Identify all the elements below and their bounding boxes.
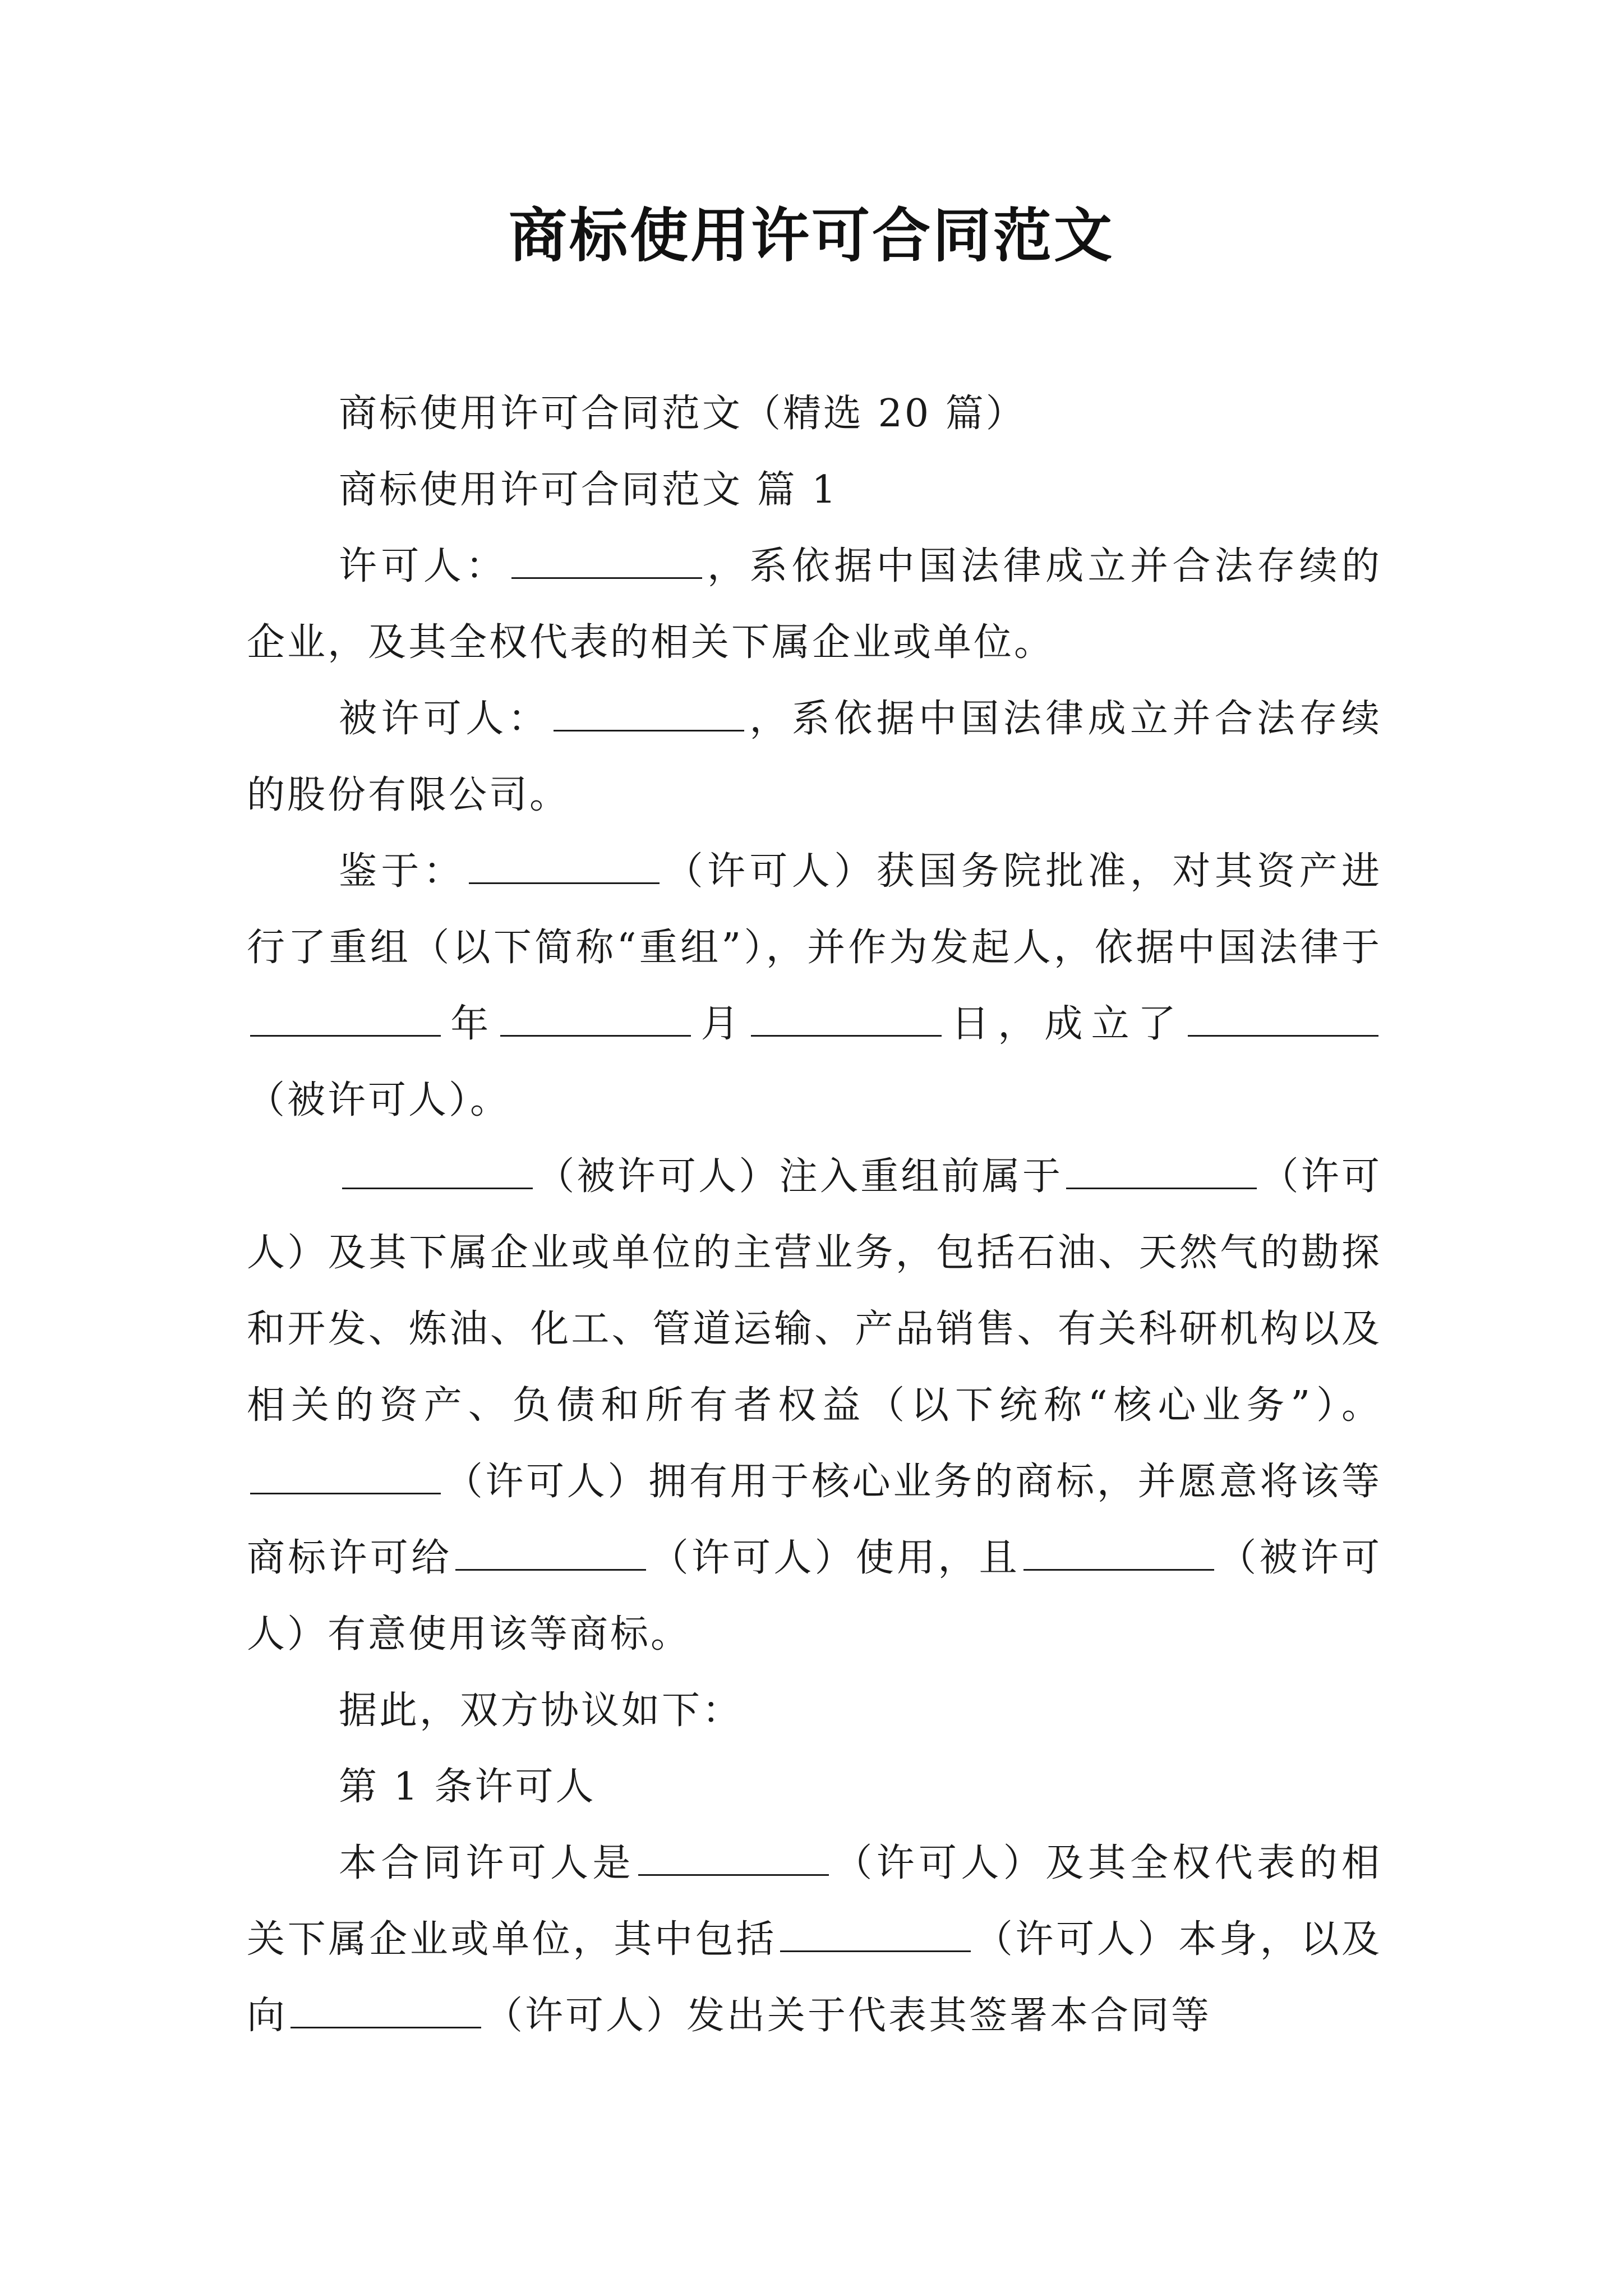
blank-line — [780, 1917, 971, 1952]
text-segment: （许可人）获国务院批准，对其资产进行了重组（以下简称“重组”），并作为发起人，依据中国法律于 — [247, 849, 1382, 970]
text-segment: 本合同许可人是 — [339, 1841, 635, 1885]
blank-line — [455, 1535, 646, 1571]
paragraph-subtitle: 商标使用许可合同范文（精选 20 篇） — [339, 392, 1026, 436]
text-segment: ，系依据中国法律成立并合法存续的企业，及其全权代表的相关下属企业或单位。 — [247, 544, 1382, 665]
blank-line — [291, 1993, 481, 2028]
text-segment: （被许可人）。 — [247, 1078, 511, 1122]
document-title: 商标使用许可合同范文 — [508, 201, 1114, 270]
blank-line — [342, 1154, 533, 1189]
blank-line — [511, 544, 702, 579]
paragraph-licensor — [247, 528, 1382, 681]
paragraph-agreement: 据此，双方协议如下： — [339, 1688, 743, 1733]
blank-line — [250, 1459, 441, 1494]
text-segment: 鉴于： — [339, 849, 466, 894]
paragraph-article-1-heading: 第 1 条许可人 — [339, 1765, 596, 1809]
text-segment: （许可人）及其下属企业或单位的主营业务，包括石油、天然气的勘探和开发、炼油、化工、管道运输、产品销售、有关科研机构以及相关的资产、负债和所有者权益（以下统称“核心业务”）。 — [247, 1154, 1382, 1428]
text-segment: 日，成立了 — [944, 1002, 1184, 1046]
blank-line — [1023, 1535, 1214, 1571]
blank-line — [638, 1841, 829, 1876]
paragraph-article-1-body — [247, 1825, 1382, 2054]
blank-line — [1066, 1154, 1257, 1189]
text-segment: 许可人： — [339, 544, 508, 588]
blank-line — [250, 1001, 441, 1037]
paragraph-whereas — [247, 834, 1382, 1139]
paragraph-licensee — [247, 681, 1382, 834]
paragraph-core-business — [247, 1139, 1382, 1673]
blank-line — [554, 696, 744, 731]
blank-line — [1188, 1001, 1378, 1037]
text-segment: ，系依据中国法律成立并合法存续的股份有限公司。 — [247, 697, 1382, 817]
text-segment: （被许可人）注入重组前属于 — [536, 1154, 1063, 1199]
text-segment: 年 — [444, 1002, 497, 1046]
text-segment: （许可人）拥有用于核心业务的商标，并愿意将该等商标许可给 — [247, 1460, 1382, 1580]
text-segment: （许可人）发出关于代表其签署本合同等 — [485, 1994, 1212, 2038]
text-segment: （许可人）及其全权代表的相关下属企业或单位，其中包括 — [247, 1841, 1382, 1962]
blank-line — [469, 849, 660, 884]
paragraph-section-heading: 商标使用许可合同范文 篇 1 — [339, 468, 838, 512]
text-segment: （许可人）本身，以及向 — [247, 1917, 1382, 2038]
text-segment: （被许可人）有意使用该等商标。 — [247, 1536, 1382, 1657]
text-segment: （许可人）使用，且 — [649, 1536, 1020, 1580]
text-segment: 月 — [694, 1002, 748, 1046]
blank-line — [751, 1001, 942, 1037]
text-segment: 被许可人： — [339, 697, 550, 741]
document-body — [247, 376, 1382, 2054]
blank-line — [500, 1001, 691, 1037]
